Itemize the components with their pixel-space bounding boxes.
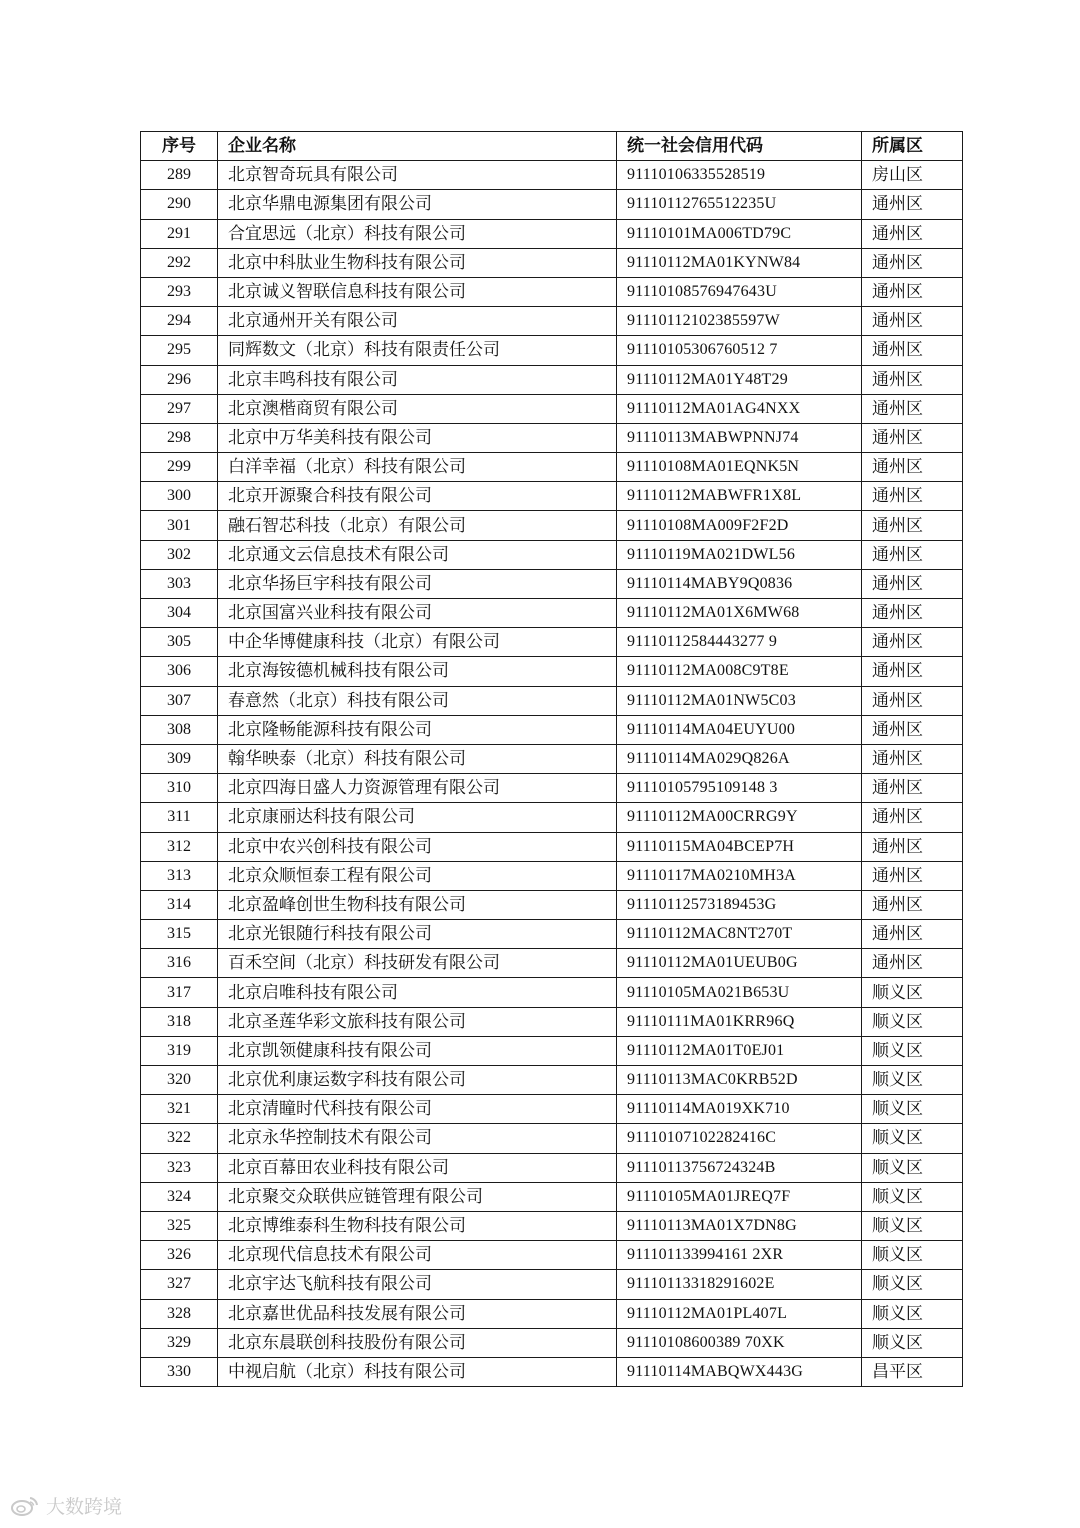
table-row [141, 832, 963, 861]
row-index: 290 [141, 190, 218, 219]
row-index: 297 [141, 394, 218, 423]
row-company-name: 北京隆畅能源科技有限公司 [218, 715, 617, 744]
row-company-name: 北京凯领健康科技有限公司 [218, 1036, 617, 1065]
row-company-name: 北京中科肽业生物科技有限公司 [218, 248, 617, 277]
table-row [141, 1211, 963, 1240]
row-credit-code: 91110112MA01AG4NXX [617, 394, 862, 423]
row-index: 292 [141, 248, 218, 277]
table-row [141, 1182, 963, 1211]
row-company-name: 北京开源聚合科技有限公司 [218, 482, 617, 511]
row-district: 通州区 [862, 890, 963, 919]
row-company-name: 北京百幕田农业科技有限公司 [218, 1153, 617, 1182]
table-body [141, 161, 963, 1387]
row-credit-code: 91110112584443277 9 [617, 628, 862, 657]
row-credit-code: 91110112MA008C9T8E [617, 657, 862, 686]
row-company-name: 北京海铵德机械科技有限公司 [218, 657, 617, 686]
row-credit-code: 91110112MA01UEUB0G [617, 949, 862, 978]
row-company-name: 北京圣莲华彩文旅科技有限公司 [218, 1007, 617, 1036]
row-index: 318 [141, 1007, 218, 1036]
row-district: 通州区 [862, 657, 963, 686]
row-index: 303 [141, 569, 218, 598]
row-index: 326 [141, 1241, 218, 1270]
row-index: 317 [141, 978, 218, 1007]
row-district: 顺义区 [862, 1095, 963, 1124]
row-credit-code: 91110113318291602E [617, 1270, 862, 1299]
row-district: 通州区 [862, 482, 963, 511]
row-district: 房山区 [862, 161, 963, 190]
row-credit-code: 91110114MA04EUYU00 [617, 715, 862, 744]
header-index: 序号 [141, 132, 218, 161]
row-company-name: 北京中万华美科技有限公司 [218, 423, 617, 452]
table-row [141, 890, 963, 919]
row-company-name: 北京康丽达科技有限公司 [218, 803, 617, 832]
row-company-name: 北京四海日盛人力资源管理有限公司 [218, 774, 617, 803]
row-index: 314 [141, 890, 218, 919]
row-index: 328 [141, 1299, 218, 1328]
table-header-row [141, 132, 963, 161]
table-row [141, 161, 963, 190]
row-credit-code: 91110112MA01T0EJ01 [617, 1036, 862, 1065]
row-credit-code: 91110112MAC8NT270T [617, 920, 862, 949]
row-index: 307 [141, 686, 218, 715]
row-index: 325 [141, 1211, 218, 1240]
row-company-name: 中视启航（北京）科技有限公司 [218, 1357, 617, 1386]
row-company-name: 北京聚交众联供应链管理有限公司 [218, 1182, 617, 1211]
row-credit-code: 91110113756724324B [617, 1153, 862, 1182]
row-credit-code: 91110106335528519 [617, 161, 862, 190]
row-credit-code: 91110108576947643U [617, 277, 862, 306]
table-row [141, 1153, 963, 1182]
row-district: 顺义区 [862, 1299, 963, 1328]
row-company-name: 北京华扬巨宇科技有限公司 [218, 569, 617, 598]
row-index: 302 [141, 540, 218, 569]
table-row [141, 394, 963, 423]
table-row [141, 1124, 963, 1153]
row-index: 319 [141, 1036, 218, 1065]
table-row [141, 190, 963, 219]
row-credit-code: 91110117MA0210MH3A [617, 861, 862, 890]
row-district: 通州区 [862, 453, 963, 482]
row-index: 322 [141, 1124, 218, 1153]
row-index: 305 [141, 628, 218, 657]
row-district: 顺义区 [862, 1182, 963, 1211]
row-district: 通州区 [862, 599, 963, 628]
table-row [141, 715, 963, 744]
table-row [141, 453, 963, 482]
row-company-name: 北京永华控制技术有限公司 [218, 1124, 617, 1153]
row-district: 通州区 [862, 394, 963, 423]
table-row [141, 628, 963, 657]
row-district: 顺义区 [862, 1066, 963, 1095]
table-row [141, 1095, 963, 1124]
row-company-name: 北京中农兴创科技有限公司 [218, 832, 617, 861]
row-credit-code: 91110115MA04BCEP7H [617, 832, 862, 861]
row-index: 294 [141, 307, 218, 336]
row-index: 296 [141, 365, 218, 394]
table-row [141, 599, 963, 628]
row-district: 顺义区 [862, 1211, 963, 1240]
row-credit-code: 91110111MA01KRR96Q [617, 1007, 862, 1036]
row-district: 通州区 [862, 248, 963, 277]
row-district: 通州区 [862, 569, 963, 598]
row-company-name: 北京嘉世优品科技发展有限公司 [218, 1299, 617, 1328]
row-index: 298 [141, 423, 218, 452]
table-row [141, 774, 963, 803]
row-credit-code: 91110108MA009F2F2D [617, 511, 862, 540]
row-index: 309 [141, 744, 218, 773]
row-company-name: 北京智奇玩具有限公司 [218, 161, 617, 190]
row-credit-code: 91110112MA00CRRG9Y [617, 803, 862, 832]
row-company-name: 北京优利康运数字科技有限公司 [218, 1066, 617, 1095]
row-index: 327 [141, 1270, 218, 1299]
row-company-name: 北京光银随行科技有限公司 [218, 920, 617, 949]
row-credit-code: 91110112MABWFR1X8L [617, 482, 862, 511]
row-credit-code: 91110113MAC0KRB52D [617, 1066, 862, 1095]
row-company-name: 百禾空间（北京）科技研发有限公司 [218, 949, 617, 978]
row-company-name: 北京通文云信息技术有限公司 [218, 540, 617, 569]
row-company-name: 北京现代信息技术有限公司 [218, 1241, 617, 1270]
table-row [141, 511, 963, 540]
row-credit-code: 91110113MA01X7DN8G [617, 1211, 862, 1240]
table-row [141, 1066, 963, 1095]
table-row [141, 861, 963, 890]
table-row [141, 949, 963, 978]
row-district: 顺义区 [862, 1270, 963, 1299]
row-credit-code: 91110112102385597W [617, 307, 862, 336]
row-index: 304 [141, 599, 218, 628]
row-district: 通州区 [862, 686, 963, 715]
row-company-name: 北京博维泰科生物科技有限公司 [218, 1211, 617, 1240]
row-company-name: 融石智芯科技（北京）有限公司 [218, 511, 617, 540]
row-index: 299 [141, 453, 218, 482]
row-index: 330 [141, 1357, 218, 1386]
row-company-name: 北京盈峰创世生物科技有限公司 [218, 890, 617, 919]
row-index: 289 [141, 161, 218, 190]
row-district: 顺义区 [862, 1124, 963, 1153]
weibo-logo-icon [10, 1495, 40, 1517]
row-company-name: 春意然（北京）科技有限公司 [218, 686, 617, 715]
table-row [141, 1036, 963, 1065]
header-company-name: 企业名称 [218, 132, 617, 161]
row-district: 通州区 [862, 365, 963, 394]
row-credit-code: 91110112573189453G [617, 890, 862, 919]
table-row [141, 1007, 963, 1036]
table-row [141, 540, 963, 569]
row-credit-code: 91110112MA01X6MW68 [617, 599, 862, 628]
row-index: 320 [141, 1066, 218, 1095]
row-company-name: 北京华鼎电源集团有限公司 [218, 190, 617, 219]
row-credit-code: 91110119MA021DWL56 [617, 540, 862, 569]
row-company-name: 北京澳楷商贸有限公司 [218, 394, 617, 423]
row-company-name: 中企华博健康科技（北京）有限公司 [218, 628, 617, 657]
enterprise-table [140, 131, 963, 1387]
row-district: 顺义区 [862, 1153, 963, 1182]
table-row [141, 248, 963, 277]
row-district: 通州区 [862, 190, 963, 219]
row-company-name: 北京通州开关有限公司 [218, 307, 617, 336]
table-row [141, 686, 963, 715]
row-index: 310 [141, 774, 218, 803]
table-row [141, 920, 963, 949]
table-row [141, 423, 963, 452]
row-company-name: 北京丰鸣科技有限公司 [218, 365, 617, 394]
row-district: 通州区 [862, 307, 963, 336]
watermark [10, 1492, 122, 1519]
table-row [141, 657, 963, 686]
row-district: 通州区 [862, 423, 963, 452]
table-row [141, 803, 963, 832]
row-company-name: 北京宇达飞航科技有限公司 [218, 1270, 617, 1299]
row-credit-code: 91110112765512235U [617, 190, 862, 219]
row-credit-code: 91110107102282416C [617, 1124, 862, 1153]
header-credit-code: 统一社会信用代码 [617, 132, 862, 161]
row-index: 323 [141, 1153, 218, 1182]
row-district: 通州区 [862, 861, 963, 890]
row-index: 308 [141, 715, 218, 744]
row-company-name: 北京众顺恒泰工程有限公司 [218, 861, 617, 890]
row-index: 312 [141, 832, 218, 861]
row-district: 通州区 [862, 511, 963, 540]
row-company-name: 北京清瞳时代科技有限公司 [218, 1095, 617, 1124]
row-index: 313 [141, 861, 218, 890]
table-row [141, 744, 963, 773]
watermark-text: 大数跨境 [46, 1496, 123, 1518]
row-index: 324 [141, 1182, 218, 1211]
row-company-name: 合宜思远（北京）科技有限公司 [218, 219, 617, 248]
row-company-name: 北京启唯科技有限公司 [218, 978, 617, 1007]
row-credit-code: 91110112MA01PL407L [617, 1299, 862, 1328]
row-district: 通州区 [862, 949, 963, 978]
table-row [141, 336, 963, 365]
row-company-name: 北京诚义智联信息科技有限公司 [218, 277, 617, 306]
row-district: 通州区 [862, 540, 963, 569]
row-index: 311 [141, 803, 218, 832]
row-credit-code: 91110113MABWPNNJ74 [617, 423, 862, 452]
table-row [141, 1270, 963, 1299]
row-credit-code: 91110114MABY9Q0836 [617, 569, 862, 598]
row-credit-code: 91110105MA01JREQ7F [617, 1182, 862, 1211]
row-district: 通州区 [862, 219, 963, 248]
row-company-name: 翰华映泰（北京）科技有限公司 [218, 744, 617, 773]
row-index: 316 [141, 949, 218, 978]
row-district: 通州区 [862, 744, 963, 773]
row-credit-code: 91110105306760512 7 [617, 336, 862, 365]
row-company-name: 北京国富兴业科技有限公司 [218, 599, 617, 628]
row-district: 通州区 [862, 628, 963, 657]
row-index: 295 [141, 336, 218, 365]
row-credit-code: 91110112MA01NW5C03 [617, 686, 862, 715]
row-district: 通州区 [862, 277, 963, 306]
table-row [141, 569, 963, 598]
row-index: 329 [141, 1328, 218, 1357]
row-credit-code: 91110112MA01KYNW84 [617, 248, 862, 277]
row-district: 通州区 [862, 832, 963, 861]
table-row [141, 482, 963, 511]
row-index: 300 [141, 482, 218, 511]
table-row [141, 1299, 963, 1328]
row-district: 通州区 [862, 336, 963, 365]
row-district: 通州区 [862, 774, 963, 803]
row-district: 顺义区 [862, 1036, 963, 1065]
row-index: 301 [141, 511, 218, 540]
row-index: 306 [141, 657, 218, 686]
table-row [141, 307, 963, 336]
row-credit-code: 91110108600389 70XK [617, 1328, 862, 1357]
row-credit-code: 91110112MA01Y48T29 [617, 365, 862, 394]
table-row [141, 1241, 963, 1270]
row-credit-code: 91110105795109148 3 [617, 774, 862, 803]
table-row [141, 365, 963, 394]
row-district: 通州区 [862, 715, 963, 744]
row-district: 通州区 [862, 920, 963, 949]
row-district: 顺义区 [862, 978, 963, 1007]
row-credit-code: 91110114MA029Q826A [617, 744, 862, 773]
row-credit-code: 91110108MA01EQNK5N [617, 453, 862, 482]
row-credit-code: 91110114MA019XK710 [617, 1095, 862, 1124]
table-row [141, 1357, 963, 1386]
table-row [141, 219, 963, 248]
row-company-name: 北京东晨联创科技股份有限公司 [218, 1328, 617, 1357]
row-district: 昌平区 [862, 1357, 963, 1386]
table-row [141, 1328, 963, 1357]
row-district: 顺义区 [862, 1007, 963, 1036]
row-index: 291 [141, 219, 218, 248]
row-index: 315 [141, 920, 218, 949]
row-index: 293 [141, 277, 218, 306]
row-credit-code: 91110105MA021B653U [617, 978, 862, 1007]
row-credit-code: 91110114MABQWX443G [617, 1357, 862, 1386]
row-district: 顺义区 [862, 1241, 963, 1270]
row-credit-code: 91110101MA006TD79C [617, 219, 862, 248]
table-row [141, 978, 963, 1007]
header-district: 所属区 [862, 132, 963, 161]
row-company-name: 同辉数文（北京）科技有限责任公司 [218, 336, 617, 365]
row-district: 通州区 [862, 803, 963, 832]
row-company-name: 白洋幸福（北京）科技有限公司 [218, 453, 617, 482]
row-district: 顺义区 [862, 1328, 963, 1357]
row-index: 321 [141, 1095, 218, 1124]
table-row [141, 277, 963, 306]
row-credit-code: 911101133994161 2XR [617, 1241, 862, 1270]
